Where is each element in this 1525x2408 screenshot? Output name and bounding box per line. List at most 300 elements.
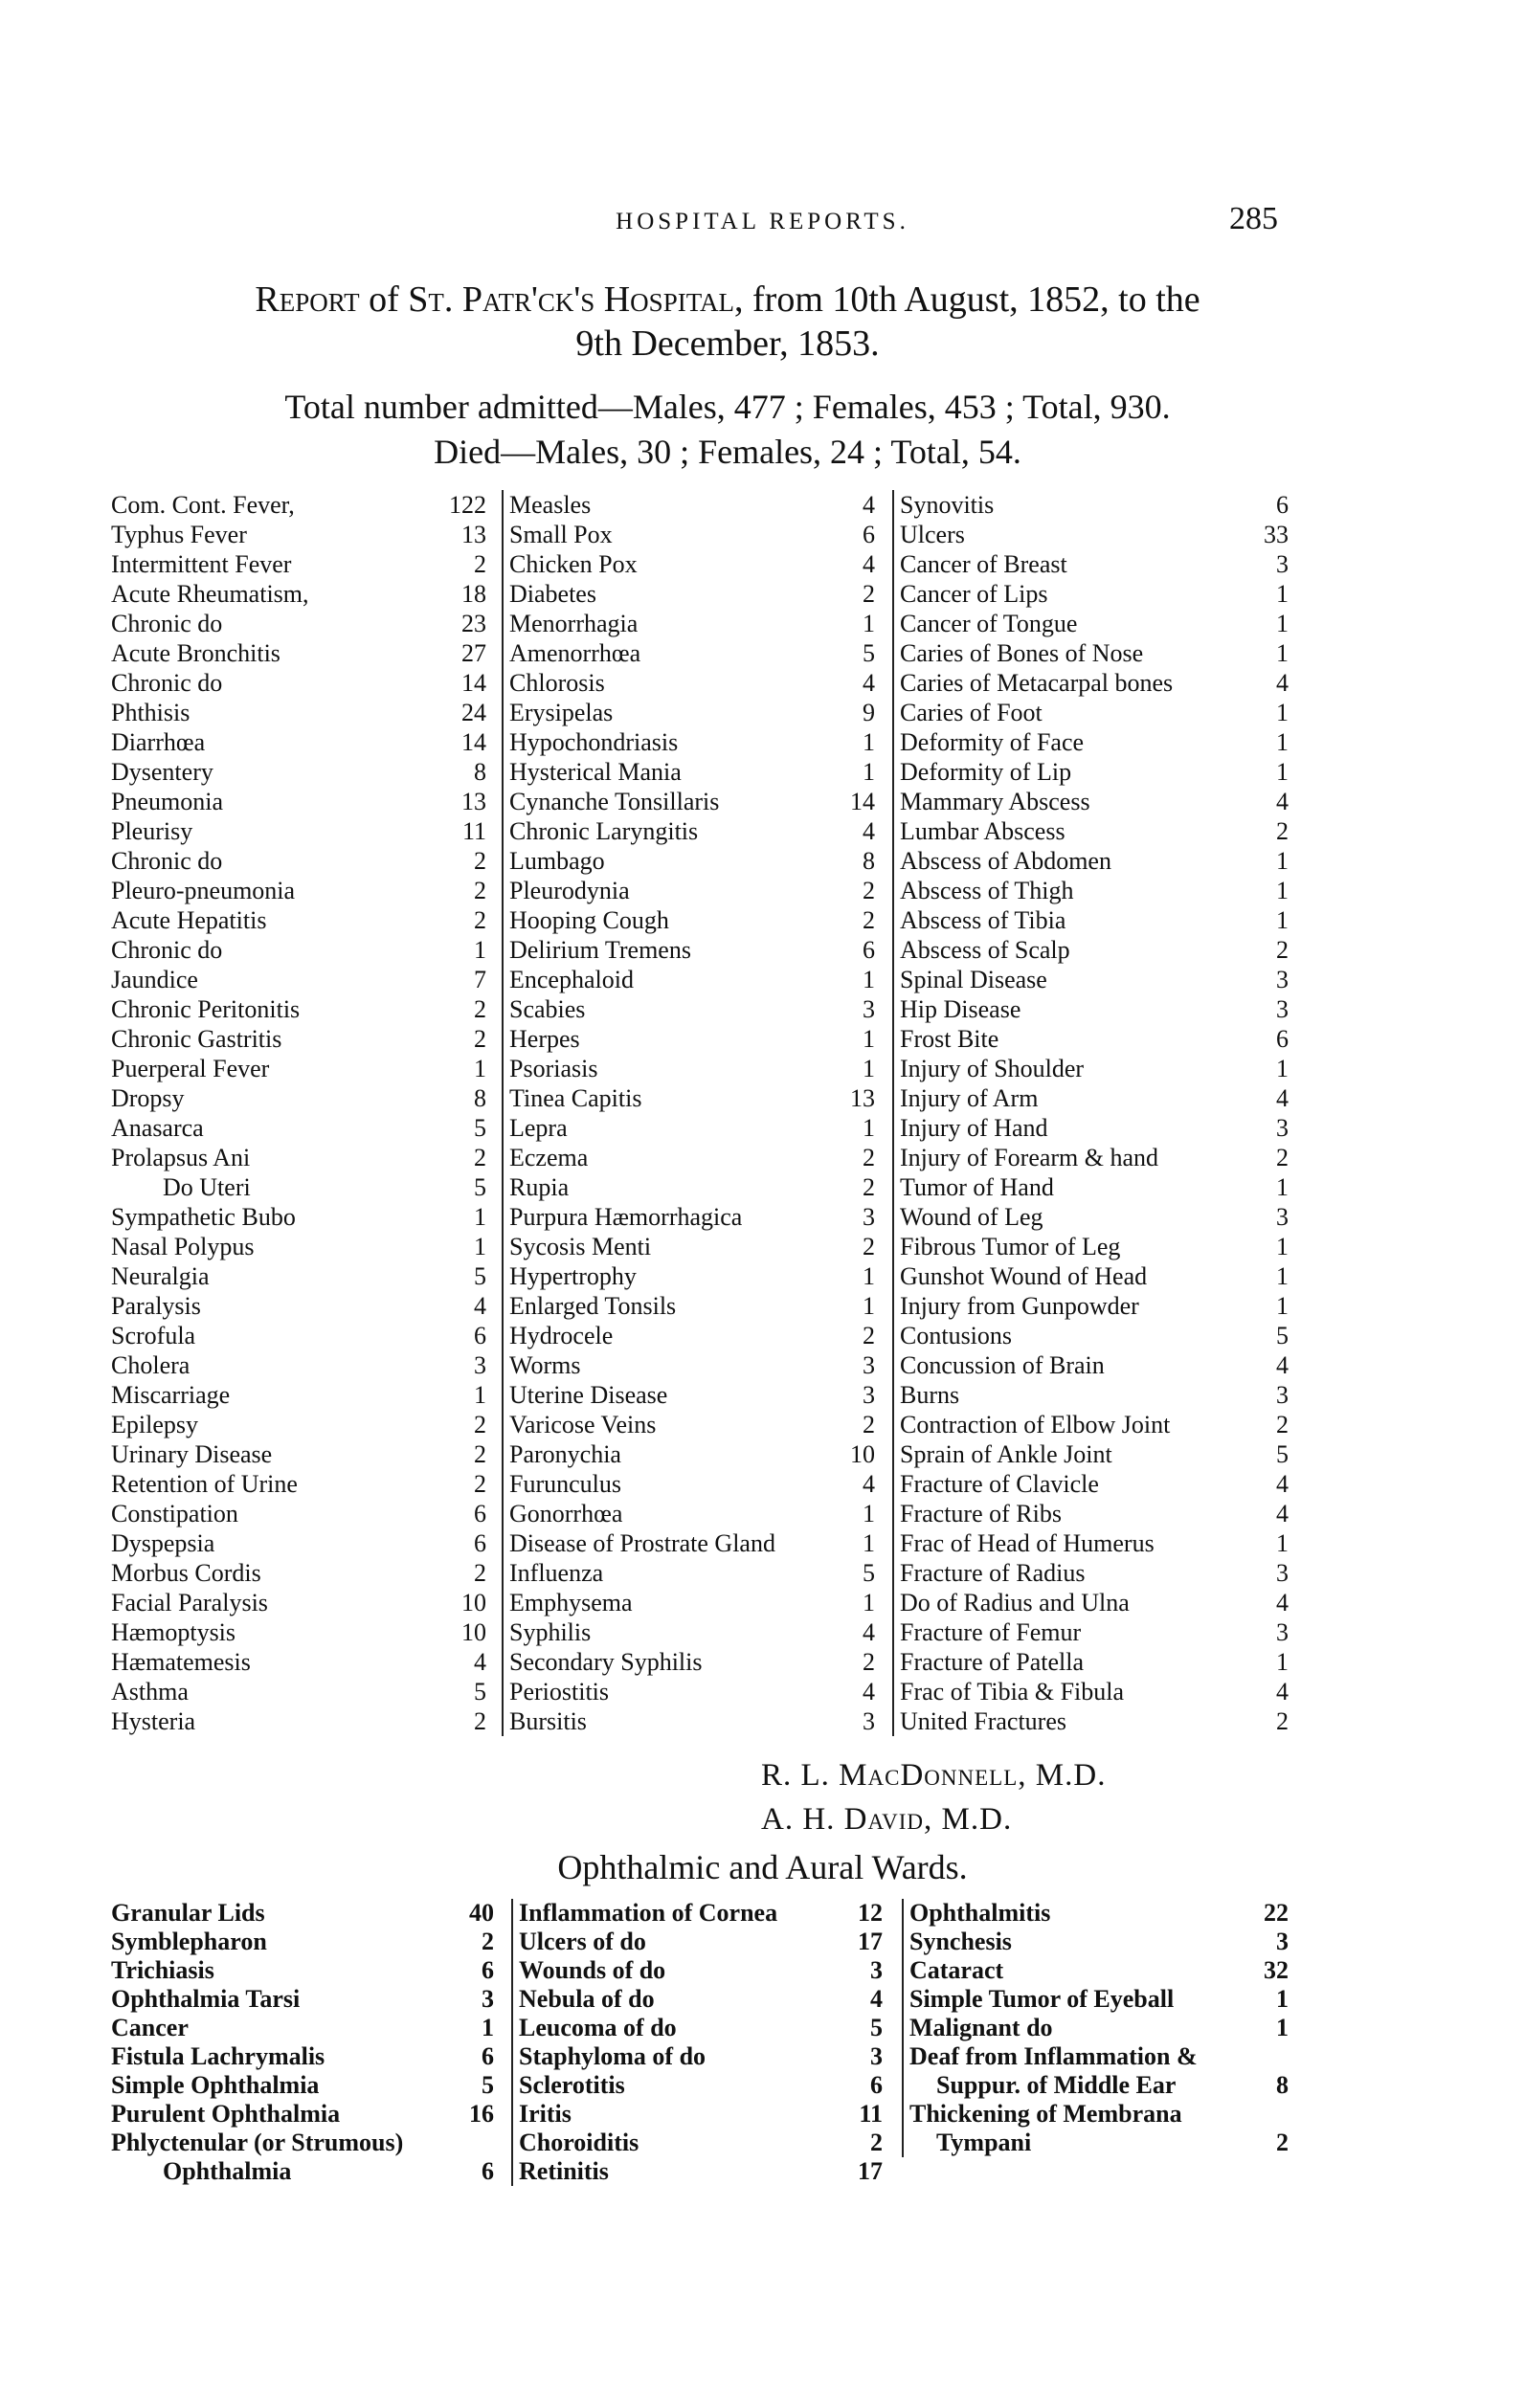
table-row (904, 2100, 1289, 2129)
table-row (111, 1469, 486, 1499)
table-row (504, 876, 879, 905)
disease-name: Ulcers (900, 521, 965, 548)
disease-name: Cancer of Breast (900, 550, 1067, 578)
disease-name: Trichiasis (111, 1956, 214, 1984)
table-row (894, 1469, 1289, 1499)
case-count: 4 (1276, 1470, 1289, 1498)
table-row (504, 1350, 879, 1380)
table-row (504, 1054, 879, 1083)
table-row (894, 905, 1289, 935)
table-row (504, 549, 879, 579)
table-row (894, 520, 1289, 549)
case-count: 5 (1276, 1322, 1289, 1349)
table-row (504, 1024, 879, 1054)
disease-name: Nebula of do (519, 1985, 655, 2013)
case-count: 2 (474, 1144, 486, 1171)
table-row (111, 698, 486, 727)
case-count: 2 (474, 1559, 486, 1587)
disease-name: Hæmatemesis (111, 1648, 251, 1676)
disease-name: Influenza (509, 1559, 604, 1587)
disease-name: Typhus Fever (111, 521, 247, 548)
table-row (111, 2071, 494, 2100)
disease-name: Acute Hepatitis (111, 906, 267, 934)
table-row (513, 1928, 886, 1956)
table-row (904, 1928, 1289, 1956)
table-row (111, 1677, 486, 1706)
disease-name: Deformity of Face (900, 728, 1085, 756)
table-row (504, 1410, 879, 1439)
disease-name: Fracture of Clavicle (900, 1470, 1099, 1498)
table-row (894, 816, 1289, 846)
disease-name: Ophthalmia Tarsi (111, 1985, 301, 2013)
disease-name: Ophthalmia (163, 2157, 292, 2185)
report-title-line1: Report of St. Patr'ck's Hospital, from 10th August, 1852, to the (255, 279, 1200, 320)
case-count: 3 (863, 1381, 875, 1409)
disease-name: Abscess of Tibia (900, 906, 1066, 934)
disease-name: Retinitis (519, 2157, 609, 2185)
disease-name: Cataract (909, 1956, 1004, 1984)
disease-name: Pneumonia (111, 788, 223, 815)
table-row (504, 1291, 879, 1321)
table-row (904, 1956, 1289, 1985)
table-row (111, 609, 486, 638)
case-count: 1 (1276, 580, 1289, 608)
case-count: 1 (1276, 906, 1289, 934)
case-count: 4 (474, 1648, 486, 1676)
disease-name: Cancer of Tongue (900, 610, 1078, 637)
case-count: 1 (1276, 1529, 1289, 1557)
case-count: 2 (474, 877, 486, 904)
case-count: 1 (1276, 2014, 1289, 2041)
disease-name: Spinal Disease (900, 966, 1047, 993)
disease-name: Hysterical Mania (509, 758, 682, 786)
disease-name: Hooping Cough (509, 906, 669, 934)
table-row (111, 1928, 494, 1956)
table-row (504, 1647, 879, 1677)
signature-david: A. H. David, M.D. (761, 1802, 1013, 1837)
disease-name: Leucoma of do (519, 2014, 677, 2041)
case-count: 4 (1276, 1500, 1289, 1527)
case-count: 6 (1276, 491, 1289, 519)
case-count: 11 (859, 2100, 883, 2128)
table-row (894, 1232, 1289, 1261)
disease-name: Disease of Prostrate Gland (509, 1529, 775, 1557)
case-count: 17 (858, 1928, 883, 1955)
table-row (111, 994, 486, 1024)
case-count: 2 (863, 580, 875, 608)
case-count: 2 (474, 1707, 486, 1735)
case-count: 1 (1276, 699, 1289, 726)
disease-name: Cholera (111, 1351, 191, 1379)
table-row (111, 1899, 494, 1928)
table-row (904, 1899, 1289, 1928)
diseases-column-3 (892, 490, 1289, 1736)
disease-name: Urinary Disease (111, 1440, 273, 1468)
table-row (111, 1528, 486, 1558)
case-count: 2 (863, 1322, 875, 1349)
disease-name: Varicose Veins (509, 1411, 657, 1438)
table-row (111, 490, 486, 520)
case-count: 4 (863, 550, 875, 578)
disease-name: Frost Bite (900, 1025, 999, 1053)
table-row (111, 520, 486, 549)
case-count: 1 (1276, 1292, 1289, 1320)
disease-name: Fistula Lachrymalis (111, 2042, 325, 2070)
disease-name: Sycosis Menti (509, 1233, 652, 1260)
case-count: 5 (863, 639, 875, 667)
case-count: 1 (474, 1055, 486, 1082)
case-count: 8 (863, 847, 875, 875)
disease-name: Gonorrhœa (509, 1500, 623, 1527)
disease-name: Abscess of Abdomen (900, 847, 1111, 875)
table-row (504, 1677, 879, 1706)
disease-name: Fracture of Radius (900, 1559, 1086, 1587)
disease-name: Iritis (519, 2100, 572, 2128)
table-row (111, 1617, 486, 1647)
table-row (111, 965, 486, 994)
disease-name: Tinea Capitis (509, 1084, 642, 1112)
case-count: 1 (474, 1233, 486, 1260)
disease-name: Do of Radius and Ulna (900, 1589, 1130, 1616)
table-row (111, 549, 486, 579)
case-count: 1 (863, 1529, 875, 1557)
case-count: 33 (1264, 521, 1289, 548)
table-row (894, 1321, 1289, 1350)
table-row (504, 846, 879, 876)
case-count: 16 (469, 2100, 494, 2128)
case-count: 1 (474, 936, 486, 964)
table-row (111, 1083, 486, 1113)
disease-name: Paronychia (509, 1440, 621, 1468)
case-count: 4 (863, 1678, 875, 1706)
case-count: 3 (863, 1707, 875, 1735)
disease-name: Chronic do (111, 936, 223, 964)
case-count: 13 (461, 521, 486, 548)
case-count: 2 (863, 1144, 875, 1171)
case-count: 12 (858, 1899, 883, 1927)
case-count: 2 (863, 1411, 875, 1438)
case-count: 1 (1276, 758, 1289, 786)
disease-name: Gunshot Wound of Head (900, 1262, 1148, 1290)
disease-name: Worms (509, 1351, 581, 1379)
case-count: 1 (1276, 639, 1289, 667)
disease-name: Periostitis (509, 1678, 610, 1706)
disease-name: Erysipelas (509, 699, 614, 726)
signature-macdonnell: R. L. MacDonnell, M.D. (761, 1758, 1107, 1793)
case-count: 1 (863, 728, 875, 756)
diseases-column-1 (111, 490, 486, 1736)
table-row (504, 1113, 879, 1143)
disease-name: Chlorosis (509, 669, 605, 697)
table-row (894, 579, 1289, 609)
table-row (504, 1706, 879, 1736)
table-row (111, 1172, 486, 1202)
case-count: 4 (863, 817, 875, 845)
case-count: 2 (474, 1470, 486, 1498)
disease-name: Caries of Bones of Nose (900, 639, 1144, 667)
disease-name: Choroiditis (519, 2129, 639, 2156)
table-row (513, 1985, 886, 2014)
disease-name: Purpura Hæmorrhagica (509, 1203, 743, 1231)
table-row (904, 2042, 1289, 2071)
case-count: 2 (474, 1411, 486, 1438)
case-count: 3 (870, 1956, 883, 1984)
case-count: 13 (850, 1084, 875, 1112)
case-count: 1 (474, 1381, 486, 1409)
case-count: 5 (863, 1559, 875, 1587)
table-row (111, 727, 486, 757)
table-row (894, 1054, 1289, 1083)
case-count: 2 (863, 906, 875, 934)
disease-name: Cynanche Tonsillaris (509, 788, 720, 815)
table-row (111, 1956, 494, 1985)
table-row (111, 1499, 486, 1528)
disease-name: Hip Disease (900, 995, 1021, 1023)
table-row (504, 668, 879, 698)
disease-name: Secondary Syphilis (509, 1648, 703, 1676)
ophthalmic-column-1 (111, 1899, 494, 2186)
admitted-summary: Total number admitted—Males, 477 ; Females, 453 ; Total, 930. (284, 388, 1171, 426)
case-count: 2 (863, 877, 875, 904)
table-row (504, 1321, 879, 1350)
disease-name: Hæmoptysis (111, 1618, 236, 1646)
table-row (504, 816, 879, 846)
table-row (894, 1439, 1289, 1469)
disease-name: Fibrous Tumor of Leg (900, 1233, 1121, 1260)
table-row (904, 1985, 1289, 2014)
case-count: 5 (482, 2071, 494, 2099)
disease-name: Eczema (509, 1144, 589, 1171)
case-count: 2 (863, 1173, 875, 1201)
table-row (894, 876, 1289, 905)
case-count: 2 (1276, 2129, 1289, 2156)
table-row (111, 816, 486, 846)
case-count: 8 (1276, 2071, 1289, 2099)
table-row (894, 1528, 1289, 1558)
disease-name: Concussion of Brain (900, 1351, 1105, 1379)
disease-name: Hydrocele (509, 1322, 614, 1349)
case-count: 11 (461, 817, 486, 845)
disease-name: Lepra (509, 1114, 568, 1142)
table-row (894, 1083, 1289, 1113)
table-row (904, 2129, 1289, 2157)
table-row (504, 994, 879, 1024)
disease-name: Cancer (111, 2014, 189, 2041)
table-row (894, 1558, 1289, 1588)
disease-name: Chronic do (111, 669, 223, 697)
table-row (111, 2014, 494, 2042)
case-count: 4 (1276, 1351, 1289, 1379)
disease-name: Measles (509, 491, 592, 519)
disease-name: Pleurisy (111, 817, 193, 845)
table-row (111, 1439, 486, 1469)
disease-name: Delirium Tremens (509, 936, 691, 964)
disease-name: Simple Tumor of Eyeball (909, 1985, 1175, 2013)
table-row (513, 2100, 886, 2129)
case-count: 2 (474, 906, 486, 934)
disease-name: Dyspepsia (111, 1529, 215, 1557)
ophthalmic-column-3 (902, 1899, 1289, 2157)
disease-name: United Fractures (900, 1707, 1067, 1735)
table-row (504, 579, 879, 609)
disease-name: Scabies (509, 995, 586, 1023)
case-count: 7 (474, 966, 486, 993)
case-count: 1 (863, 758, 875, 786)
disease-name: Tumor of Hand (900, 1173, 1054, 1201)
case-count: 24 (461, 699, 486, 726)
case-count: 1 (863, 966, 875, 993)
disease-name: Herpes (509, 1025, 580, 1053)
disease-name: Ulcers of do (519, 1928, 646, 1955)
case-count: 6 (474, 1529, 486, 1557)
case-count: 2 (474, 550, 486, 578)
disease-name: Fracture of Patella (900, 1648, 1085, 1676)
case-count: 2 (863, 1233, 875, 1260)
table-row (513, 2042, 886, 2071)
disease-name: Pleurodynia (509, 877, 630, 904)
table-row (504, 905, 879, 935)
case-count: 5 (474, 1678, 486, 1706)
case-count: 1 (863, 1025, 875, 1053)
disease-name: Furunculus (509, 1470, 621, 1498)
disease-name: Caries of Foot (900, 699, 1043, 726)
case-count: 1 (1276, 1173, 1289, 1201)
table-row (504, 1439, 879, 1469)
disease-name: Abscess of Thigh (900, 877, 1074, 904)
table-row (111, 935, 486, 965)
table-row (111, 1647, 486, 1677)
table-row (513, 2157, 886, 2186)
table-row (111, 1706, 486, 1736)
disease-name: Encephaloid (509, 966, 634, 993)
case-count: 9 (863, 699, 875, 726)
disease-name: Com. Cont. Fever, (111, 491, 295, 519)
case-count: 2 (1276, 817, 1289, 845)
case-count: 17 (858, 2157, 883, 2185)
disease-name: Uterine Disease (509, 1381, 668, 1409)
table-row (894, 1677, 1289, 1706)
disease-name: Chronic Laryngitis (509, 817, 699, 845)
case-count: 2 (482, 1928, 494, 1955)
table-row (504, 1617, 879, 1647)
disease-name: Lumbar Abscess (900, 817, 1065, 845)
disease-name: Dropsy (111, 1084, 185, 1112)
disease-name: Fracture of Femur (900, 1618, 1082, 1646)
disease-name: Neuralgia (111, 1262, 210, 1290)
disease-name: Wound of Leg (900, 1203, 1043, 1231)
ophthalmic-column-2 (511, 1899, 886, 2186)
case-count: 1 (863, 1055, 875, 1082)
case-count: 4 (863, 491, 875, 519)
disease-name: Amenorrhœa (509, 639, 641, 667)
disease-name: Phlyctenular (or Strumous) (111, 2129, 404, 2156)
table-row (504, 787, 879, 816)
case-count: 6 (870, 2071, 883, 2099)
case-count: 5 (474, 1173, 486, 1201)
table-row (504, 1588, 879, 1617)
table-row (504, 609, 879, 638)
case-count: 8 (474, 758, 486, 786)
case-count: 6 (863, 936, 875, 964)
disease-name: Wounds of do (519, 1956, 666, 1984)
disease-name: Chronic Gastritis (111, 1025, 282, 1053)
table-row (504, 1143, 879, 1172)
disease-name: Cancer of Lips (900, 580, 1048, 608)
case-count: 6 (482, 2042, 494, 2070)
case-count: 1 (1276, 1648, 1289, 1676)
case-count: 6 (482, 1956, 494, 1984)
disease-name: Synchesis (909, 1928, 1012, 1955)
disease-name: Nasal Polypus (111, 1233, 255, 1260)
table-row (904, 2014, 1289, 2042)
disease-name: Deformity of Lip (900, 758, 1072, 786)
disease-name: Injury of Arm (900, 1084, 1039, 1112)
table-row (111, 2129, 494, 2157)
table-row (894, 638, 1289, 668)
case-count: 1 (1276, 1262, 1289, 1290)
table-row (894, 1350, 1289, 1380)
disease-name: Burns (900, 1381, 960, 1409)
case-count: 14 (461, 728, 486, 756)
disease-name: Menorrhagia (509, 610, 639, 637)
disease-name: Chronic do (111, 847, 223, 875)
case-count: 14 (850, 788, 875, 815)
table-row (111, 1113, 486, 1143)
case-count: 4 (863, 669, 875, 697)
table-row (111, 1588, 486, 1617)
table-row (894, 727, 1289, 757)
case-count: 3 (863, 995, 875, 1023)
case-count: 1 (1276, 1055, 1289, 1082)
disease-name: Synovitis (900, 491, 995, 519)
disease-name: Deaf from Inflammation & (909, 2042, 1198, 2070)
disease-name: Caries of Metacarpal bones (900, 669, 1174, 697)
case-count: 3 (1276, 1928, 1289, 1955)
table-row (894, 1261, 1289, 1291)
case-count: 1 (474, 1203, 486, 1231)
disease-name: Jaundice (111, 966, 198, 993)
case-count: 4 (1276, 669, 1289, 697)
case-count: 13 (461, 788, 486, 815)
case-count: 8 (474, 1084, 486, 1112)
case-count: 1 (1276, 610, 1289, 637)
table-row (894, 1113, 1289, 1143)
disease-name: Mammary Abscess (900, 788, 1090, 815)
disease-name: Retention of Urine (111, 1470, 298, 1498)
table-row (894, 1499, 1289, 1528)
table-row (504, 1202, 879, 1232)
disease-name: Thickening of Membrana (909, 2100, 1182, 2128)
disease-name: Intermittent Fever (111, 550, 292, 578)
table-row (894, 1617, 1289, 1647)
table-row (513, 2129, 886, 2157)
disease-name: Sclerotitis (519, 2071, 625, 2099)
case-count: 3 (1276, 966, 1289, 993)
table-row (111, 2157, 494, 2186)
summary (144, 385, 1312, 475)
disease-name: Hysteria (111, 1707, 196, 1735)
table-row (111, 1350, 486, 1380)
case-count: 22 (1264, 1899, 1289, 1927)
table-row (111, 1558, 486, 1588)
disease-name: Lumbago (509, 847, 605, 875)
diseases-column-2 (502, 490, 879, 1736)
table-row (513, 1956, 886, 1985)
disease-name: Inflammation of Cornea (519, 1899, 778, 1927)
running-head (0, 201, 1525, 247)
case-count: 6 (474, 1500, 486, 1527)
disease-name: Emphysema (509, 1589, 633, 1616)
